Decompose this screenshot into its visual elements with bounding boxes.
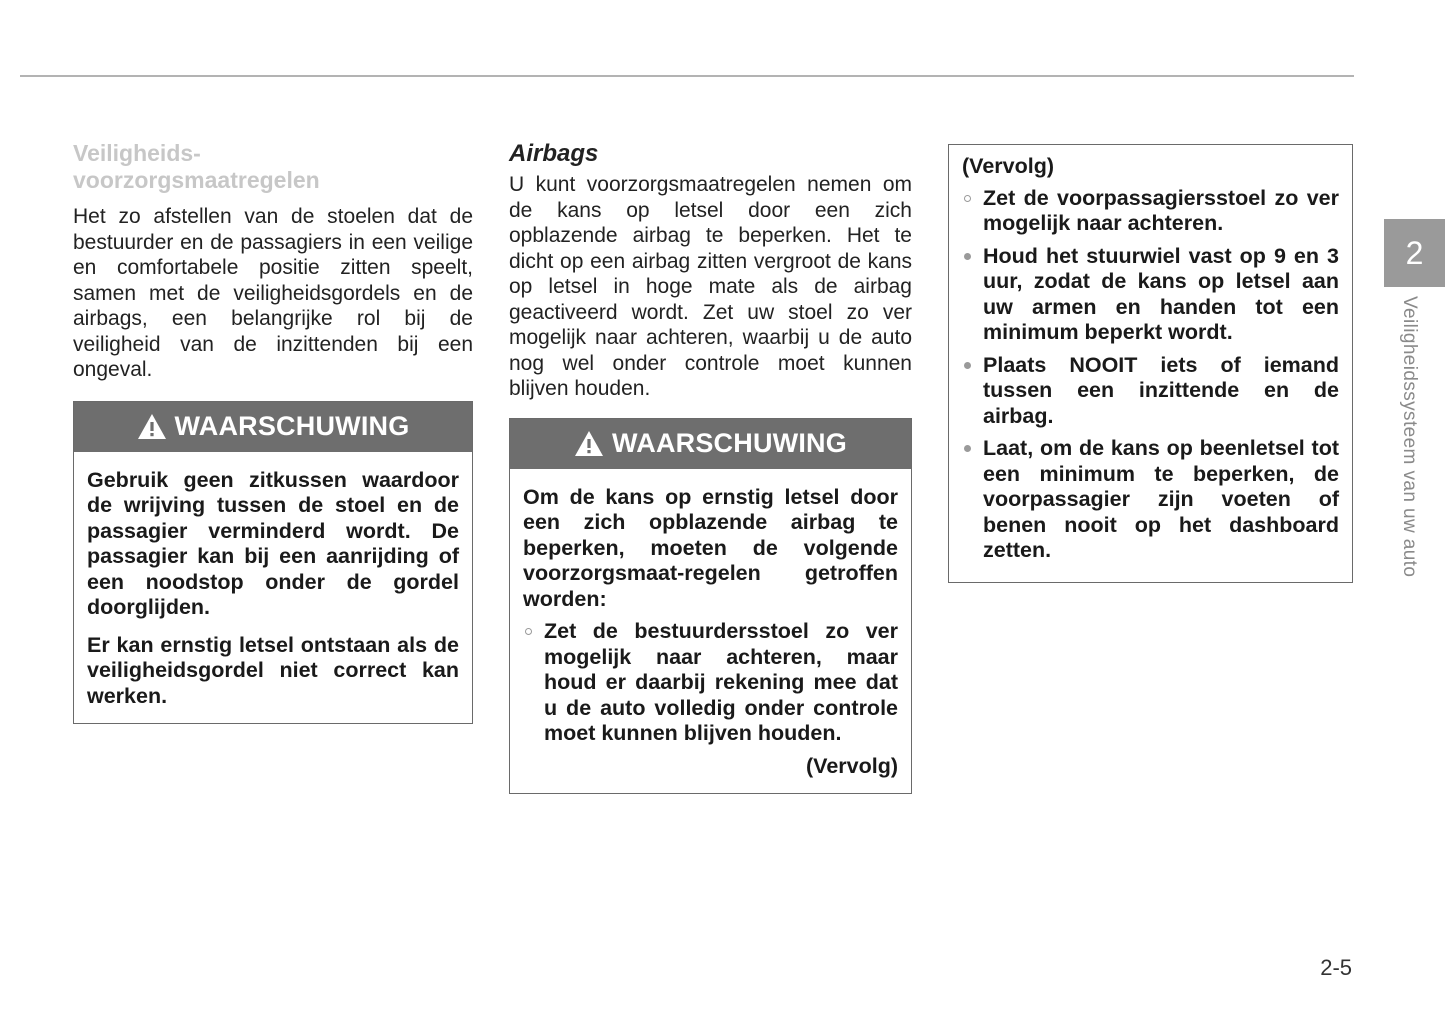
warning-header-label: WAARSCHUWING [612,428,847,458]
bullet-text: Zet de voorpassagiersstoel zo ver mogelijk naar achteren. [983,185,1339,235]
warning-paragraph: Er kan ernstig letsel ontstaan als de veiligheidsgordel niet correct kan werken. [87,632,459,708]
column-left [73,140,473,724]
warning-box-airbag [509,418,912,795]
section-title-line1: Veiligheids- [73,140,201,166]
warning-triangle-icon [137,413,167,440]
bullet-icon [964,195,971,202]
chapter-title-vertical: Veiligheidssysteem van uw auto [1399,296,1420,578]
warning-box-seat [73,401,473,725]
top-rule [20,75,1354,77]
page-number: 2-5 [1320,955,1352,980]
warning-paragraph: Gebruik geen zitkussen waardoor de wrijving tussen de stoel en de passagier verminderd wordt. De passagier kan bij een aanrijding of een noodstop onder de gordel doorglijden. [87,467,459,619]
list-item [523,619,898,747]
bullet-text: Plaats NOOIT iets of iemand tussen een inzittende en de airbag. [983,352,1339,428]
continuation-bullet-list [962,186,1339,564]
column-right [948,144,1353,583]
warning-bullet-list [523,619,898,747]
bullet-icon [964,362,971,369]
bullet-icon [964,445,971,452]
list-item [962,353,1339,430]
warning-intro: Om de kans op ernstig letsel door een zich opblazende airbag te beperken, moeten de volgende voorzorgsmaat-regelen getroffen worden: [523,484,898,611]
warning-triangle-icon [574,430,604,457]
section-title-line2: voorzorgsmaatregelen [73,167,320,193]
intro-paragraph: Het zo afstellen van de stoelen dat de bestuurder en de passagiers in een veilige en comfortabele positie zitten speelt, samen met de veiligheidsgordels en de airbags, een belangrijke rol bij de veiligheid van de inzittenden bij een ongeval. [73,205,473,381]
airbags-title: Airbags [509,140,599,167]
bullet-text: Laat, om de kans op beenletsel tot een minimum te beperken, de voorpassagier zijn voeten of benen nooit op het dashboard zetten. [983,436,1339,562]
list-item [962,436,1339,564]
warning-body [74,458,472,724]
continuation-box [948,144,1353,583]
continuation-header: (Vervolg) [962,154,1054,178]
column-middle [509,140,912,794]
warning-header [74,402,472,458]
continued-label: (Vervolg) [806,753,898,778]
airbags-paragraph: U kunt voorzorgsmaatregelen nemen om de kans op letsel door een zich opblazende airbag te beperken. Het te dicht op een airbag zitten vergroot de kans op letsel in hoge mate als de airbag geactiveerd wordt. Zet uw stoel zo ver mogelijk naar achteren, waarbij u de auto nog wel onder controle moet kunnen blijven houden. [509,173,912,400]
bullet-icon [525,628,532,635]
warning-header-label: WAARSCHUWING [174,411,410,441]
chapter-tab[interactable]: 2 [1384,219,1445,287]
bullet-text: Houd het stuurwiel vast op 9 en 3 uur, zodat de kans op letsel aan uw armen en handen tot een minimum beperkt wordt. [983,243,1339,344]
list-item [962,244,1339,346]
bullet-icon [964,253,971,260]
section-title [73,140,473,194]
bullet-text: Zet de bestuurdersstoel zo ver mogelijk naar achteren, maar houd er daarbij rekening mee dat u de auto volledig onder controle moet kunnen blijven houden. [544,619,898,745]
warning-body [510,475,911,794]
warning-header [510,419,911,475]
list-item [962,186,1339,237]
